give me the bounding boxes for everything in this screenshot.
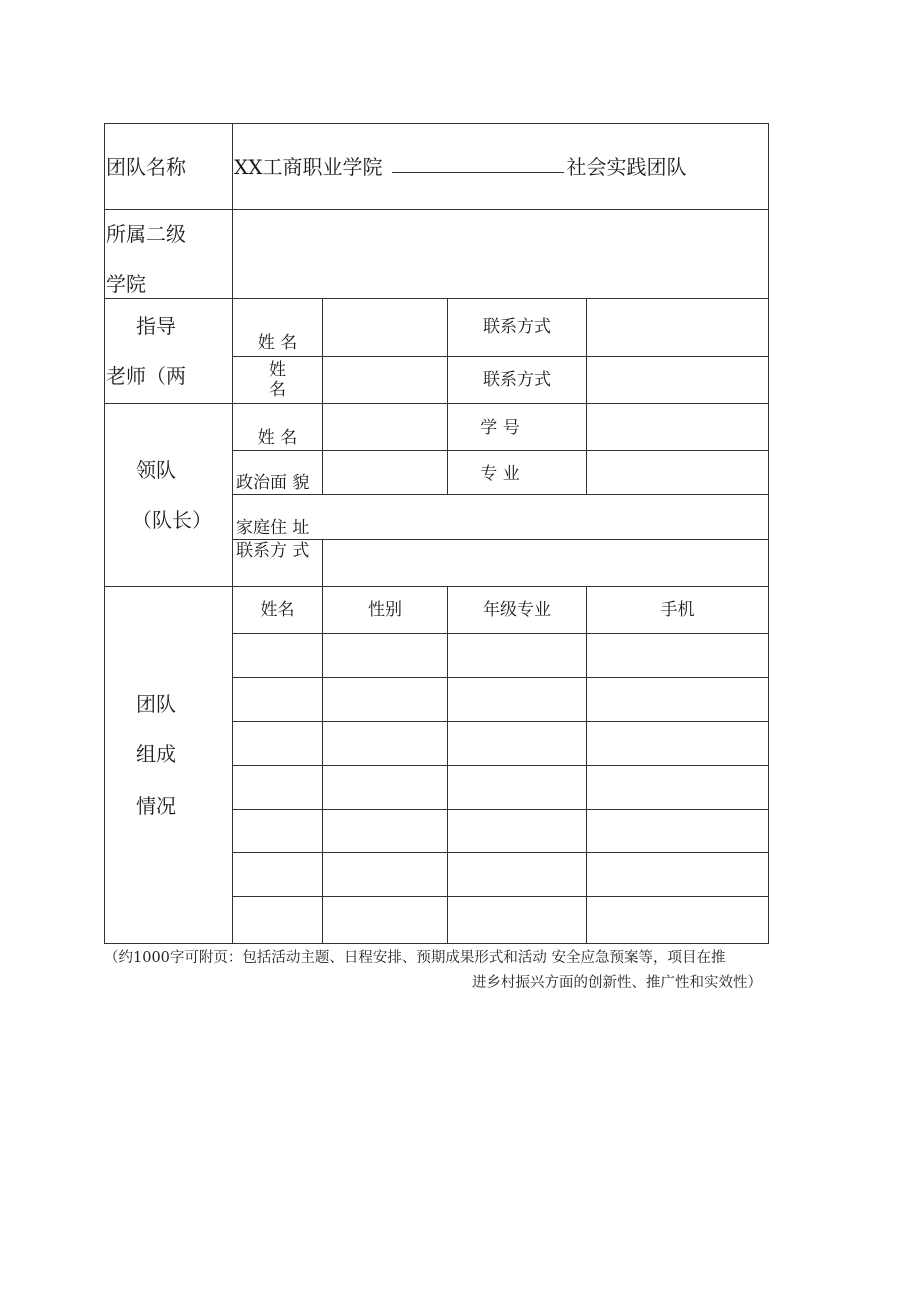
advisor2-name-field[interactable]: [323, 357, 447, 403]
members-row[interactable]: [233, 810, 768, 852]
table-border-left: [104, 123, 105, 944]
table-border-bottom: [104, 943, 769, 944]
members-header-phone: 手机: [660, 599, 695, 620]
advisor1-contact-field[interactable]: [587, 299, 768, 356]
student-id-label: 学 号: [480, 417, 520, 438]
members-row[interactable]: [233, 766, 768, 809]
team-name-suffix: 社会实践团队: [566, 154, 687, 179]
advisor2-name-label: [233, 357, 322, 403]
advisor-label-line1: 指导: [136, 314, 176, 338]
advisor2-contact-field[interactable]: [587, 357, 768, 403]
team-name-field[interactable]: [234, 124, 768, 209]
leader-contact-field[interactable]: [323, 540, 768, 586]
members-row[interactable]: [233, 634, 768, 677]
members-row[interactable]: [233, 853, 768, 896]
members-header-grade-major: 年级专业: [483, 599, 551, 620]
student-id-field[interactable]: [587, 404, 768, 450]
members-row[interactable]: [233, 897, 768, 943]
political-status-label: 政治面 貌: [236, 472, 310, 493]
advisor2-name-char1: 姓: [269, 359, 286, 380]
team-name-prefix: XX工商职业学院: [234, 154, 383, 179]
footnote-line2: 进乡村振兴方面的创新性、推广性和实效性）: [472, 975, 762, 991]
major-field[interactable]: [587, 451, 768, 494]
college-field[interactable]: [233, 210, 768, 298]
major-label: 专 业: [480, 463, 520, 484]
leader-name-label: 姓 名: [257, 427, 298, 448]
advisor1-contact-label: 联系方式: [483, 316, 551, 337]
members-header-name: 姓名: [260, 599, 295, 620]
advisor2-name-char2: 名: [269, 380, 286, 400]
team-label-line2: 组成: [136, 742, 176, 766]
team-label-line1: 团队: [136, 692, 176, 716]
home-address-label: 家庭住 址: [236, 517, 310, 538]
leader-label-line2: （队长）: [132, 508, 212, 532]
footnote-line1: （约1000字可附页：包括活动主题、日程安排、预期成果形式和活动 安全应急预案等，项目在推: [104, 950, 726, 966]
college-label-line2: 学院: [106, 272, 146, 296]
leader-contact-label: 联系方 式: [236, 540, 310, 561]
leader-name-field[interactable]: [323, 404, 447, 450]
advisor1-name-field[interactable]: [323, 299, 447, 356]
team-name-label: 团队名称: [106, 154, 186, 179]
members-header-gender: 性别: [368, 599, 402, 620]
advisor-label-line2: 老师（两: [106, 364, 186, 388]
political-status-field[interactable]: [323, 451, 447, 494]
leader-label-line1: 领队: [136, 458, 176, 482]
home-address-field[interactable]: [323, 495, 768, 539]
members-row[interactable]: [233, 678, 768, 721]
advisor1-name-label: 姓 名: [257, 332, 298, 353]
advisor2-contact-label: 联系方式: [483, 369, 551, 390]
members-row[interactable]: [233, 722, 768, 765]
team-name-blank[interactable]: [392, 160, 564, 173]
team-label-line3: 情况: [136, 794, 176, 818]
college-label-line1: 所属二级: [106, 222, 186, 246]
table-border-right: [768, 123, 769, 944]
